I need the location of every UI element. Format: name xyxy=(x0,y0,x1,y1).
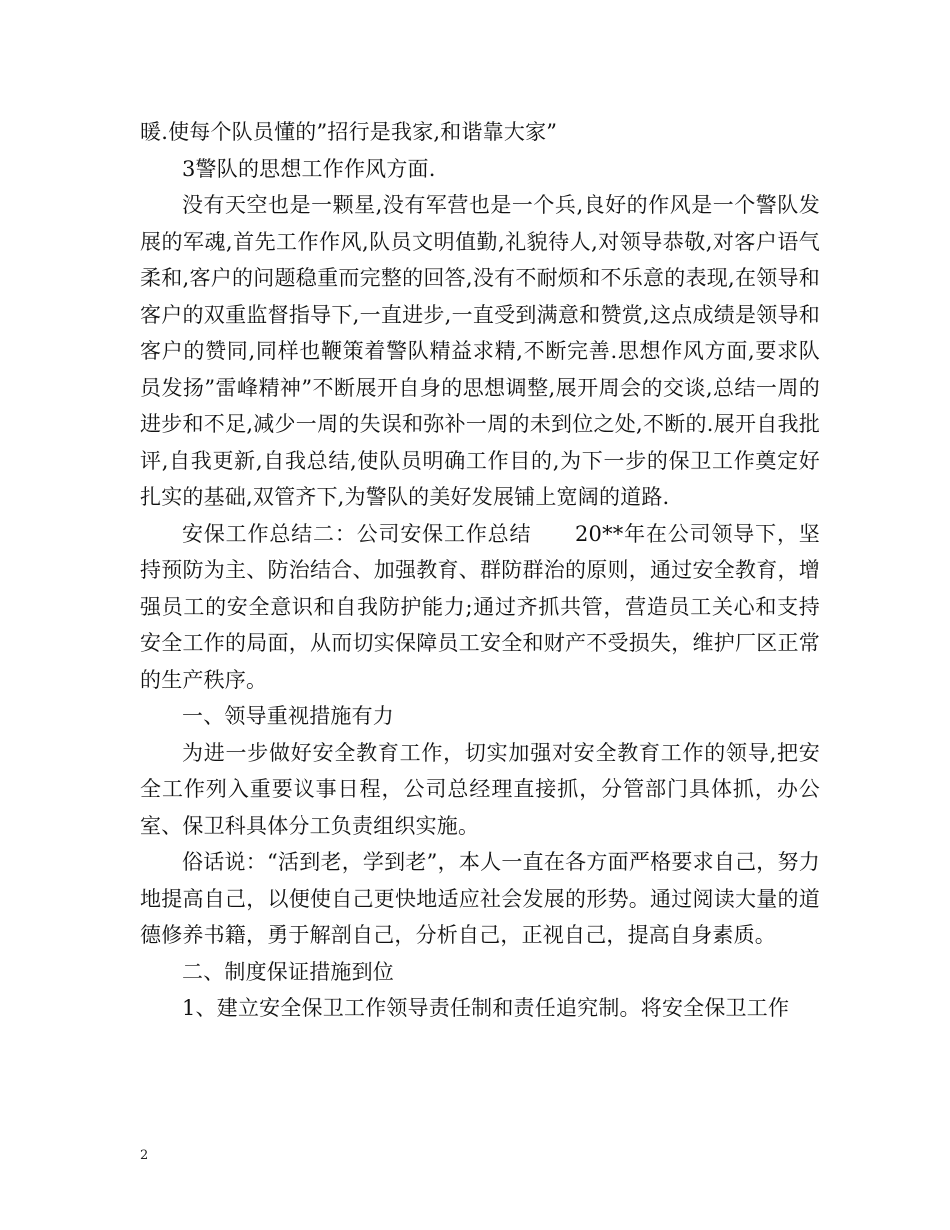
section-heading-two: 二、制度保证措施到位 xyxy=(182,959,394,984)
paragraph-leadership: 为进一步做好安全教育工作，切实加强对安全教育工作的领导,把安全工作列入重要议事日程，公司总经理直接抓，分管部门具体抓，办公室、保卫科具体分工负责组织实施。 xyxy=(140,740,820,838)
page-number: 2 xyxy=(140,1148,149,1163)
paragraph-style-description: 没有天空也是一颗星,没有军营也是一个兵,良好的作风是一个警队发展的军魂,首先工作作风,队员文明值勤,礼貌待人,对领导恭敬,对客户语气柔和,客户的问题稳重而完整的回答,没有不耐烦和不乐意的表现,在领导和客户的双重监督指导下,一直进步,一直受到满意和赞赏,这点成绩是领导和客户的赞同,同样也鞭策着警队精益求精,不断完善.思想作风方面,要求队员发扬”雷峰精神”不断展开自身的思想调整,展开周会的交谈,总结一周的进步和不足,减少一周的失误和弥补一周的未到位之处,不断的.展开自我批评,自我更新,自我总结,使队员明确工作目的,为下一步的保卫工作奠定好扎实的基础,双管齐下,为警队的美好发展铺上宽阔的道路. xyxy=(140,193,820,509)
document-body xyxy=(140,114,820,1027)
section-heading-3: 3警队的思想工作作风方面. xyxy=(182,156,436,181)
paragraph-self-improvement: 俗话说：“活到老，学到老”，本人一直在各方面严格要求自己，努力地提高自己，以便使自己更快地适应社会发展的形势。通过阅读大量的道德修养书籍，勇于解剖自己，分析自己，正视自己，提高自身素质。 xyxy=(140,850,820,947)
paragraph-summary-two: 安保工作总结二：公司安保工作总结 20**年在公司领导下，坚持预防为主、防治结合、加强教育、群防群治的原则，通过安全教育，增强员工的安全意识和自我防护能力;通过齐抓共管，营造员工关心和支持安全工作的局面，从而切实保障员工安全和财产不受损失，维护厂区正常的生产秩序。 xyxy=(140,521,820,692)
section-heading-one: 一、领导重视措施有力 xyxy=(182,704,394,728)
paragraph-continuation: 暖.使每个队员懂的”招行是我家,和谐靠大家” xyxy=(140,120,558,144)
paragraph-responsibility: 1、建立安全保卫工作领导责任制和责任追究制。将安全保卫工作 xyxy=(182,996,790,1020)
